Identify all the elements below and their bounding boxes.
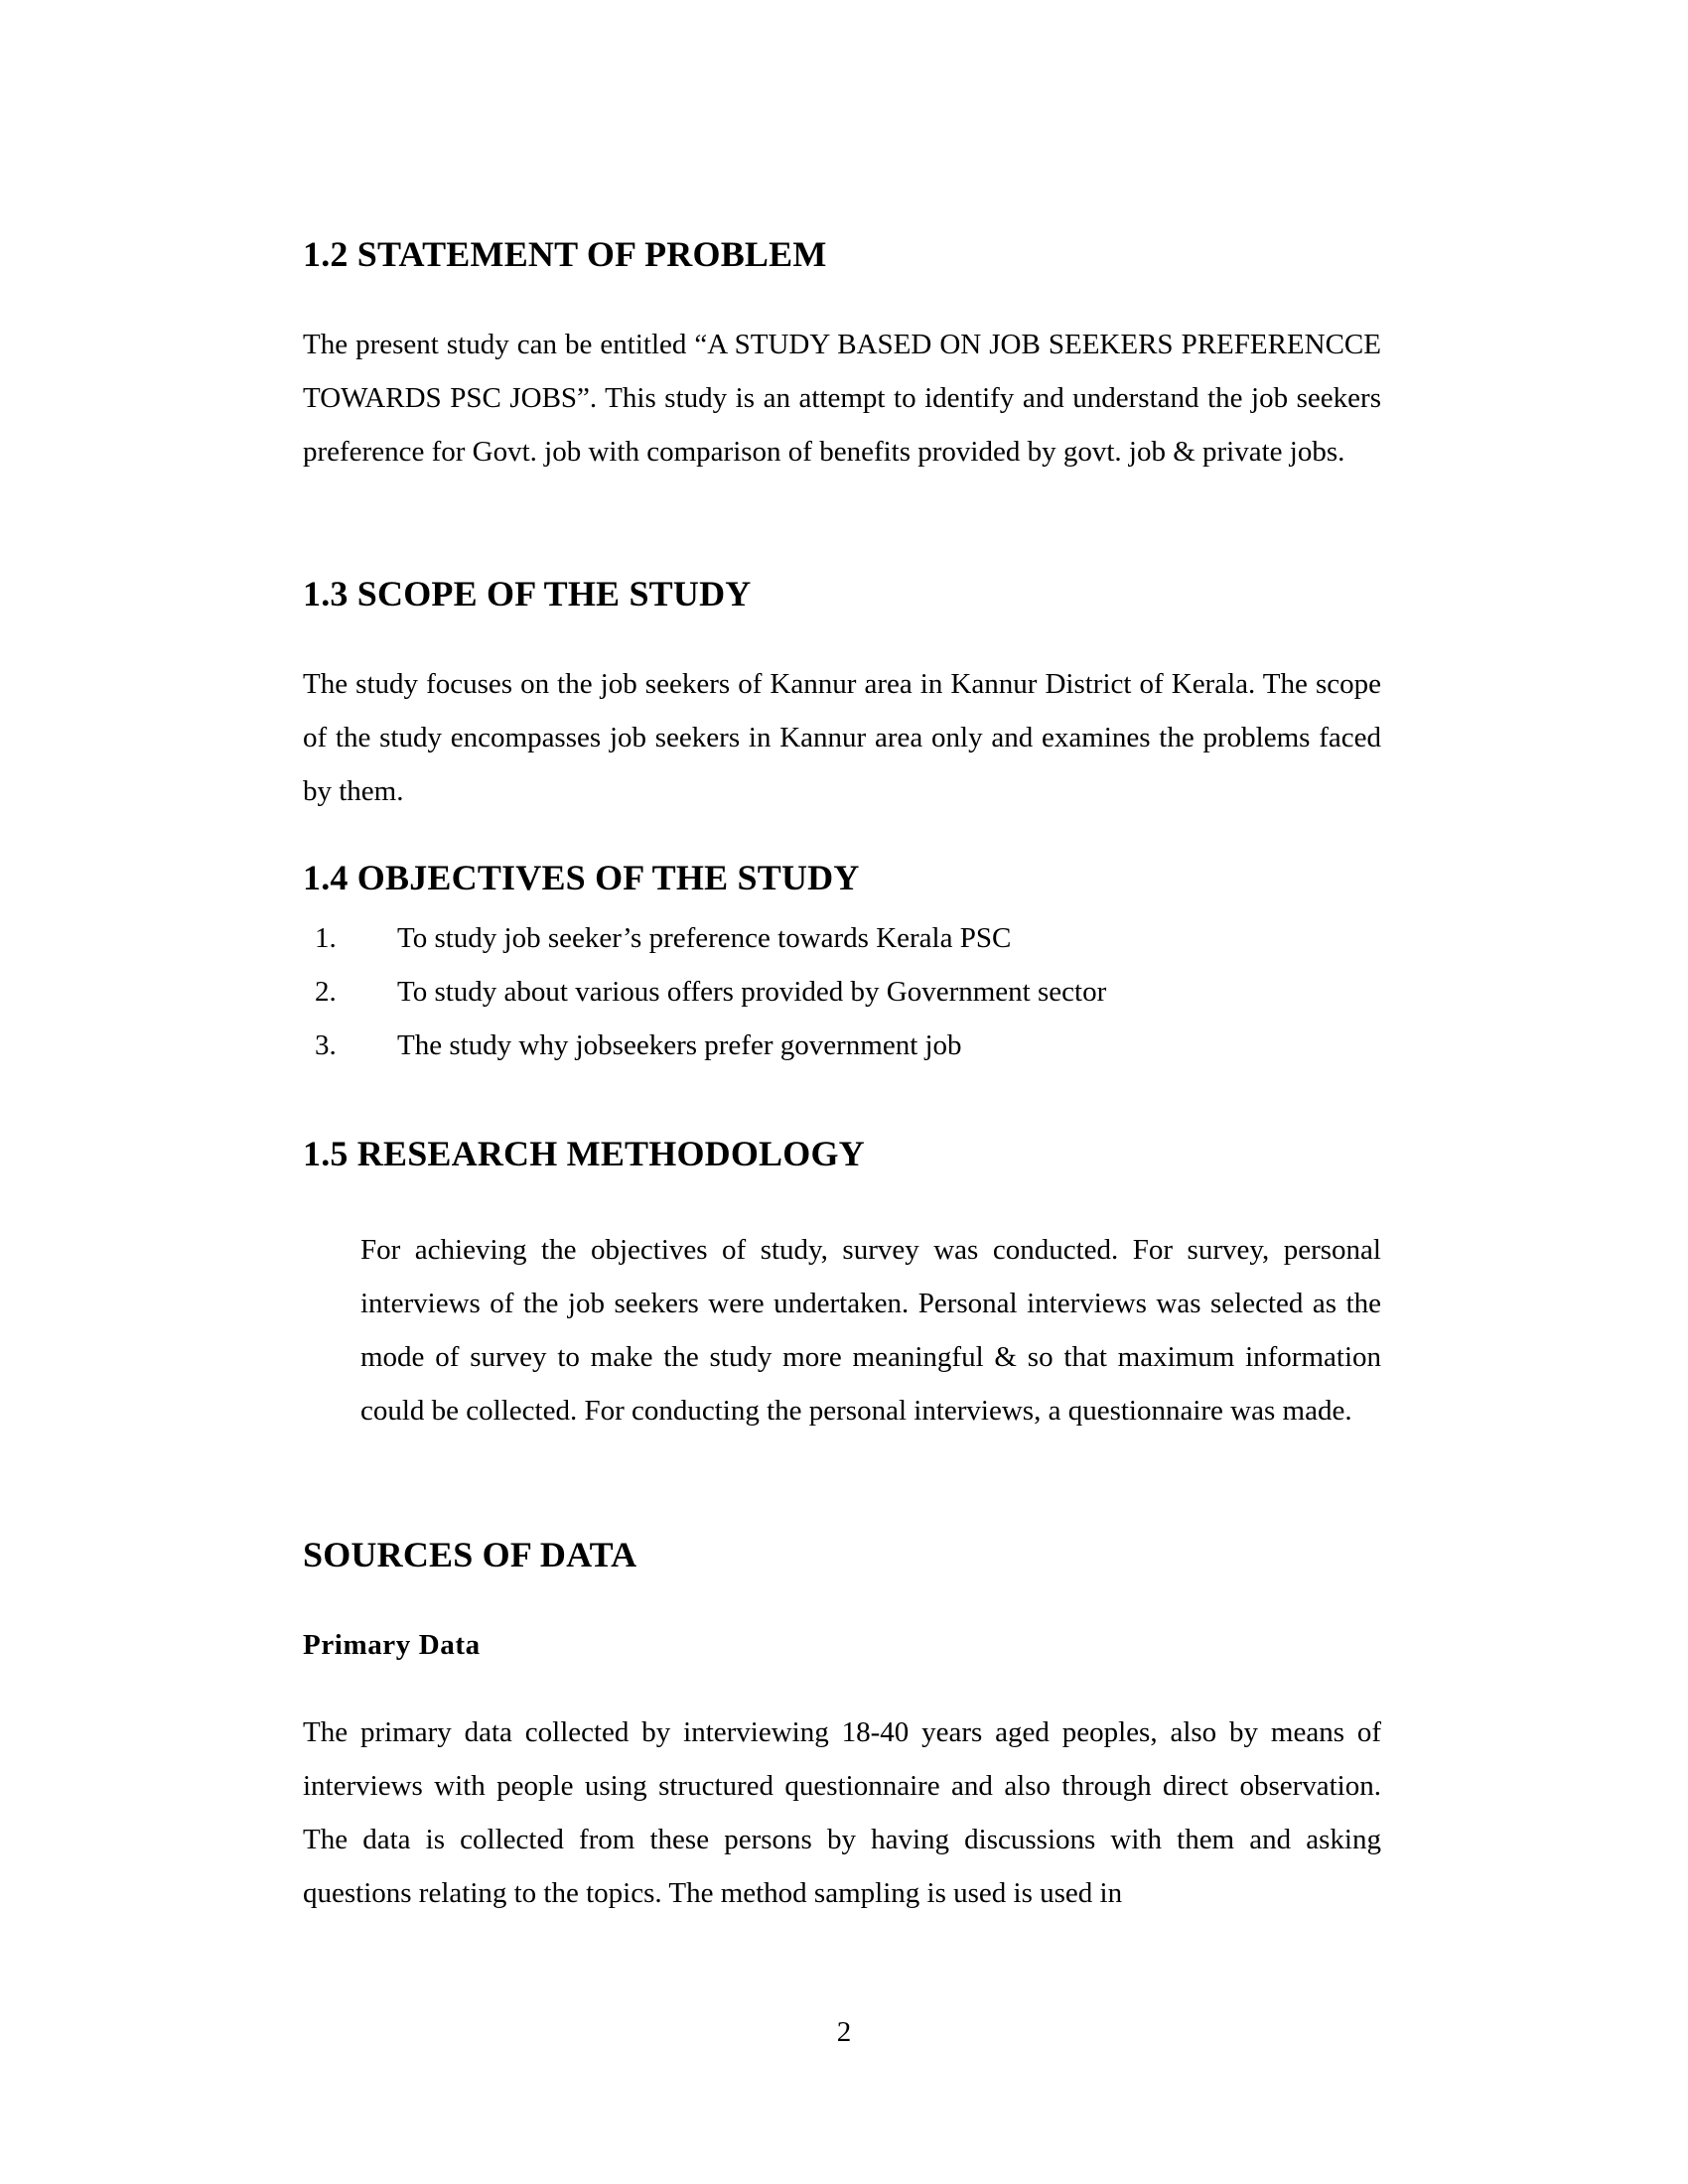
heading-objectives: 1.4 OBJECTIVES OF THE STUDY xyxy=(303,858,860,897)
page-number: 2 xyxy=(836,2016,852,2048)
paragraph-statement-of-problem: The present study can be entitled “A STUDY BASED ON JOB SEEKERS PREFERENCCE TOWARDS PSC JOBS”. This study is an attempt to identify and understand the job seekers preference for Govt. job with comparison of benefits provided by govt. job & private jobs. xyxy=(303,329,1381,468)
paragraph-scope-of-study: The study focuses on the job seekers of Kannur area in Kannur District of Kerala. The scope of the study encompasses job seekers in Kannur area only and examines the problems faced by them. xyxy=(303,668,1381,807)
list-item-number: 1. xyxy=(315,922,337,954)
list-item xyxy=(303,1019,1381,1072)
list-item xyxy=(303,911,1381,965)
heading-statement-of-problem: 1.2 STATEMENT OF PROBLEM xyxy=(303,234,827,274)
heading-sources-of-data: SOURCES OF DATA xyxy=(303,1535,637,1574)
list-item-text: To study about various offers provided by Government sector xyxy=(397,976,1107,1008)
heading-scope-of-study: 1.3 SCOPE OF THE STUDY xyxy=(303,574,752,614)
list-item-text: To study job seeker’s preference towards Kerala PSC xyxy=(397,922,1012,954)
list-item-number: 2. xyxy=(315,976,337,1008)
list-item-number: 3. xyxy=(315,1029,337,1061)
list-item-text: The study why jobseekers prefer government job xyxy=(397,1029,962,1061)
objectives-list xyxy=(303,911,1381,1072)
paragraph-primary-data: The primary data collected by interviewing 18-40 years aged peoples, also by means of interviews with people using structured questionnaire and also through direct observation. The data is collected from these persons by having discussions with them and asking questions relating to the topics. The method sampling is used is used in xyxy=(303,1716,1381,1909)
heading-primary-data: Primary Data xyxy=(303,1629,481,1661)
paragraph-research-methodology: For achieving the objectives of study, survey was conducted. For survey, personal interviews of the job seekers were undertaken. Personal interviews was selected as the mode of survey to make the study more meaningful & so that maximum information could be collected. For conducting the personal interviews, a questionnaire was made. xyxy=(360,1234,1381,1427)
heading-research-methodology: 1.5 RESEARCH METHODOLOGY xyxy=(303,1134,865,1173)
list-item xyxy=(303,965,1381,1019)
